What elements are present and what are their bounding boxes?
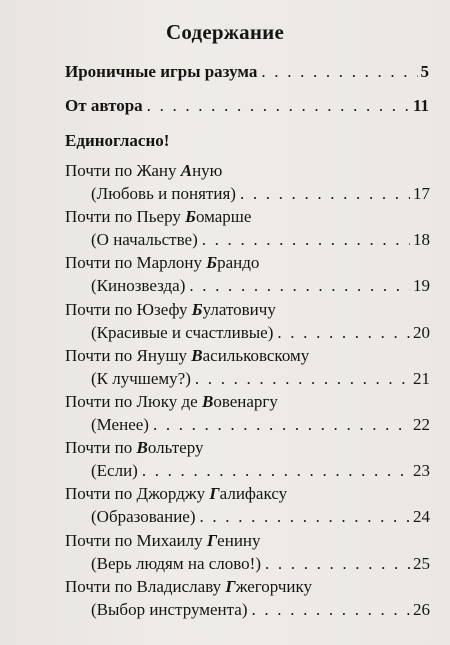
- author-rest: алифаксу: [219, 484, 288, 504]
- toc-entry-subtitle-row: [91, 460, 430, 482]
- leader-dots: [189, 275, 410, 297]
- toc-entry-subtitle: (Выбор инструмента): [91, 599, 248, 619]
- author-prefix: Почти по Михаилу: [65, 530, 207, 550]
- leader-dots: [153, 414, 410, 436]
- author-rest: асильковскому: [202, 345, 310, 365]
- author-initial: Г: [206, 530, 218, 550]
- leader-dots: [195, 368, 410, 390]
- toc-entry-subtitle: (Любовь и понятия): [91, 184, 236, 203]
- author-initial: В: [136, 438, 148, 458]
- toc-entry-subtitle-row: [91, 414, 430, 436]
- toc-entry-author: [65, 483, 287, 505]
- toc-entry-page: 18: [413, 230, 430, 250]
- toc-entry-subtitle-row: [91, 599, 430, 621]
- author-prefix: Почти по Джорджу: [65, 484, 210, 504]
- leader-dots: [265, 553, 410, 575]
- toc-entry-subtitle: (Красивые и счастливые): [91, 322, 274, 342]
- toc-entry-author: [65, 437, 203, 459]
- toc-entry-author: [65, 252, 259, 274]
- toc-entry-label: От автора: [65, 96, 143, 115]
- toc-entry-page: 20: [413, 322, 430, 342]
- toc-entry-subtitle: (Образование): [91, 507, 196, 527]
- toc-entry-subtitle: (Менее): [91, 415, 149, 434]
- author-initial: Г: [225, 576, 236, 596]
- leader-dots: [252, 599, 411, 621]
- leader-dots: [277, 322, 410, 344]
- leader-dots: [200, 506, 411, 528]
- toc-entry-author: [65, 206, 251, 228]
- author-rest: ную: [192, 161, 223, 180]
- author-prefix: Почти по Владиславу: [65, 576, 226, 596]
- author-rest: овенаргу: [213, 392, 278, 411]
- toc-entry-label: Ироничные игры разума: [65, 62, 258, 81]
- toc-entry-page: 21: [413, 368, 430, 388]
- author-rest: ольтеру: [147, 438, 204, 458]
- author-rest: енину: [217, 530, 261, 550]
- toc-entry-subtitle-row: [91, 183, 430, 205]
- toc-entry-2: [65, 95, 429, 117]
- toc-entry-subtitle-row: [91, 553, 430, 575]
- leader-dots: [202, 229, 410, 251]
- leader-dots: [142, 460, 410, 482]
- leader-dots: [147, 95, 410, 117]
- toc-entry-author: [65, 160, 222, 182]
- toc-entry-page: 5: [420, 62, 429, 81]
- author-initial: Б: [185, 207, 196, 227]
- page-title: Содержание: [166, 20, 284, 44]
- toc-entry-author: [65, 576, 312, 598]
- toc-entry-page: 19: [413, 276, 430, 296]
- section-heading: Единогласно!: [65, 131, 170, 150]
- author-initial: А: [180, 161, 193, 180]
- toc-entry-page: 25: [413, 553, 430, 573]
- toc-entry-author: [65, 345, 309, 367]
- toc-entry-subtitle: (О начальстве): [91, 230, 198, 250]
- author-prefix: Почти по Юзефу: [65, 299, 192, 319]
- toc-entry-author: [65, 391, 278, 413]
- author-rest: омарше: [195, 207, 252, 227]
- author-rest: рандо: [217, 253, 260, 273]
- toc-entry-1: [65, 61, 429, 83]
- toc-entry-subtitle-row: [91, 322, 430, 344]
- author-prefix: Почти по Янушу: [65, 345, 192, 365]
- toc-entry-page: 22: [413, 415, 430, 434]
- toc-entry-subtitle-row: [91, 506, 430, 528]
- toc-entry-subtitle: (Кинозвезда): [91, 276, 186, 296]
- toc-entry-page: 23: [413, 461, 430, 481]
- toc-entry-subtitle: (К лучшему?): [91, 368, 191, 388]
- toc-entry-subtitle-row: [91, 229, 430, 251]
- author-initial: Б: [191, 299, 203, 319]
- toc-entry-page: 11: [412, 96, 429, 115]
- toc-entry-subtitle: (Верь людям на слово!): [91, 553, 261, 573]
- toc-entry-subtitle: (Если): [91, 461, 138, 481]
- toc-entry-page: 26: [413, 599, 430, 619]
- toc-entry-subtitle-row: [91, 275, 430, 297]
- author-rest: жегорчику: [235, 576, 313, 596]
- author-prefix: Почти по Жану: [65, 161, 181, 180]
- leader-dots: [240, 183, 410, 205]
- toc-entry-page: 17: [413, 184, 430, 203]
- author-prefix: Почти по Марлону: [65, 253, 207, 273]
- toc-entry-subtitle-row: [91, 368, 430, 390]
- author-initial: В: [201, 392, 214, 411]
- toc-entry-author: [65, 299, 276, 321]
- author-initial: Г: [209, 484, 220, 504]
- toc-entry-author: [65, 530, 261, 552]
- author-prefix: Почти по Люку де: [65, 392, 202, 411]
- author-prefix: Почти по Пьеру: [65, 207, 186, 227]
- leader-dots: [261, 61, 417, 83]
- author-initial: Б: [206, 253, 218, 273]
- author-prefix: Почти по: [65, 438, 137, 458]
- toc-entry-page: 24: [413, 507, 430, 527]
- author-rest: улатовичу: [202, 299, 276, 319]
- author-initial: В: [191, 345, 203, 365]
